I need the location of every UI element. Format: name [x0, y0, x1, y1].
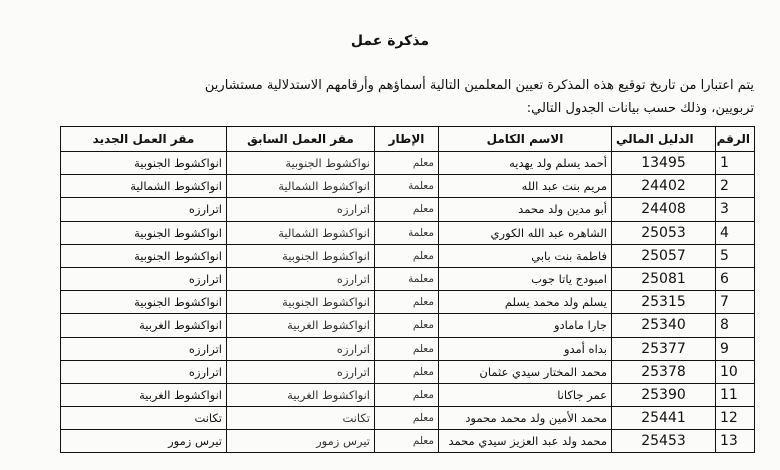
- cell-prev: انواكشوط الغربية: [227, 314, 375, 337]
- cell-num: 3: [716, 198, 755, 221]
- cell-name: يسلم ولد محمد يسلم: [439, 291, 612, 314]
- assignment-table: [60, 126, 755, 453]
- document-title: مذكرة عمل: [350, 33, 430, 49]
- table-row: [61, 291, 755, 314]
- cell-name: أبو مدين ولد محمد: [439, 198, 612, 221]
- cell-financial: 25057: [612, 244, 716, 267]
- table-row: [61, 337, 755, 360]
- table-row: [61, 314, 755, 337]
- cell-name: امبودج ياتا جوب: [439, 267, 612, 290]
- cell-financial: 25378: [612, 360, 716, 383]
- cell-name: أحمد يسلم ولد يهديه: [439, 152, 612, 175]
- cell-num: 9: [716, 337, 755, 360]
- cell-new: انواكشوط الغربية: [61, 383, 227, 406]
- cell-num: 7: [716, 291, 755, 314]
- table-row: [61, 221, 755, 244]
- intro-line-1: يتم اعتبارا من تاريخ توقيع هذه المذكرة تعيين المعلمين التالية أسماؤهم وأرقامهم الاستدلالية مستشارين: [204, 78, 754, 93]
- cell-prev: انواكشوط الشمالية: [227, 221, 375, 244]
- table-row: [61, 407, 755, 430]
- cell-financial: 24408: [612, 198, 716, 221]
- cell-financial: 25340: [612, 314, 716, 337]
- cell-prev: انواكشوط الغربية: [227, 383, 375, 406]
- cell-new: اترارزه: [61, 360, 227, 383]
- cell-num: 8: [716, 314, 755, 337]
- cell-role: معلم: [375, 314, 439, 337]
- cell-num: 2: [716, 175, 755, 198]
- cell-prev: تكانت: [227, 407, 375, 430]
- table-row: [61, 383, 755, 406]
- cell-prev: اترارزه: [227, 337, 375, 360]
- cell-role: معلم: [375, 383, 439, 406]
- cell-role: معلم: [375, 430, 439, 453]
- table-header-row: [61, 127, 755, 152]
- cell-new: انواكشوط الجنوبية: [61, 152, 227, 175]
- table-row: [61, 267, 755, 290]
- cell-name: مريم بنت عبد الله: [439, 175, 612, 198]
- table-row: [61, 430, 755, 453]
- cell-financial: 13495: [612, 152, 716, 175]
- cell-financial: 25441: [612, 407, 716, 430]
- cell-prev: انواكشوط الشمالية: [227, 175, 375, 198]
- cell-prev: تيرس زمور: [227, 430, 375, 453]
- cell-role: معلمة: [375, 175, 439, 198]
- table-row: [61, 175, 755, 198]
- cell-role: معلم: [375, 337, 439, 360]
- cell-name: الشاهره عبد الله الكوري: [439, 221, 612, 244]
- header-prev: مقر العمل السابق: [227, 127, 375, 152]
- cell-financial: 25390: [612, 383, 716, 406]
- cell-new: انواكشوط الغربية: [61, 314, 227, 337]
- cell-num: 11: [716, 383, 755, 406]
- cell-financial: 25053: [612, 221, 716, 244]
- cell-num: 12: [716, 407, 755, 430]
- cell-name: محمد الأمين ولد محمد محمود: [439, 407, 612, 430]
- header-new: مقر العمل الجديد: [61, 127, 227, 152]
- header-name: الاسم الكامل: [439, 127, 612, 152]
- cell-financial: 25377: [612, 337, 716, 360]
- cell-financial: 25081: [612, 267, 716, 290]
- header-role: الإطار: [375, 127, 439, 152]
- cell-new: اترارزه: [61, 267, 227, 290]
- cell-name: محمد المختار سيدي عثمان: [439, 360, 612, 383]
- cell-name: عمر جاكانا: [439, 383, 612, 406]
- cell-prev: انواكشوط الجنوبية: [227, 291, 375, 314]
- cell-new: اترارزه: [61, 198, 227, 221]
- cell-name: فاطمة بنت بابي: [439, 244, 612, 267]
- cell-financial: 25453: [612, 430, 716, 453]
- table-row: [61, 244, 755, 267]
- cell-role: معلمة: [375, 267, 439, 290]
- cell-num: 1: [716, 152, 755, 175]
- cell-num: 13: [716, 430, 755, 453]
- cell-prev: انواكشوط الجنوبية: [227, 244, 375, 267]
- cell-financial: 24402: [612, 175, 716, 198]
- cell-new: تيرس زمور: [61, 430, 227, 453]
- header-num: الرقم: [716, 127, 755, 152]
- cell-role: معلم: [375, 291, 439, 314]
- cell-num: 5: [716, 244, 755, 267]
- cell-name: محمد ولد عبد العزيز سيدي محمد: [439, 430, 612, 453]
- cell-prev: اترارزه: [227, 360, 375, 383]
- cell-prev: اترارزه: [227, 198, 375, 221]
- cell-num: 10: [716, 360, 755, 383]
- cell-prev: اترارزه: [227, 267, 375, 290]
- cell-new: انواكشوط الشمالية: [61, 175, 227, 198]
- cell-role: معلم: [375, 244, 439, 267]
- cell-name: جارا مامادو: [439, 314, 612, 337]
- cell-role: معلم: [375, 152, 439, 175]
- table-row: [61, 198, 755, 221]
- cell-new: انواكشوط الجنوبية: [61, 291, 227, 314]
- table-row: [61, 152, 755, 175]
- cell-prev: نواكشوط الجنوبية: [227, 152, 375, 175]
- cell-num: 4: [716, 221, 755, 244]
- header-financial: الدليل المالي: [612, 127, 716, 152]
- cell-new: انواكشوط الجنوبية: [61, 244, 227, 267]
- cell-role: معلم: [375, 360, 439, 383]
- intro-line-2: تربويين، وذلك حسب بيانات الجدول التالي:: [526, 101, 754, 116]
- table-row: [61, 360, 755, 383]
- cell-role: معلمة: [375, 221, 439, 244]
- cell-financial: 25315: [612, 291, 716, 314]
- cell-role: معلم: [375, 407, 439, 430]
- cell-role: معلم: [375, 198, 439, 221]
- cell-new: اترارزه: [61, 337, 227, 360]
- cell-name: بداه أمدو: [439, 337, 612, 360]
- cell-new: انواكشوط الجنوبية: [61, 221, 227, 244]
- cell-new: تكانت: [61, 407, 227, 430]
- cell-num: 6: [716, 267, 755, 290]
